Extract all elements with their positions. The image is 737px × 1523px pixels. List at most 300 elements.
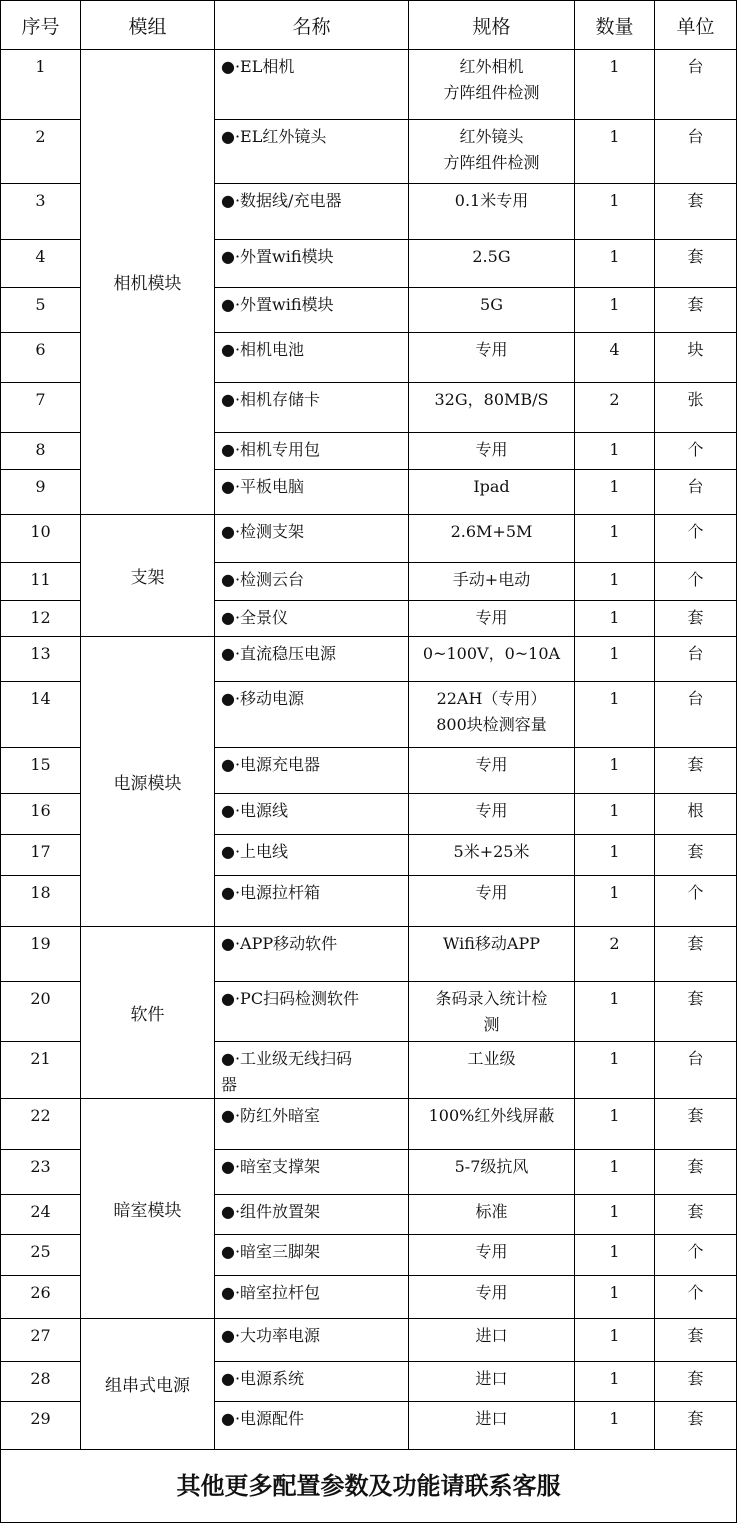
cell-spec — [409, 835, 575, 876]
cell-no — [1, 1362, 81, 1402]
cell-spec-text: 专用 — [475, 1283, 508, 1302]
cell-no-text: 12 — [30, 608, 51, 627]
cell-unit-text: 套 — [687, 755, 704, 774]
cell-name — [215, 563, 409, 601]
cell-unit-text: 套 — [687, 1369, 704, 1388]
cell-qty — [575, 50, 655, 120]
cell-unit — [655, 50, 737, 120]
header-module: 模组 — [81, 1, 215, 50]
cell-unit-text: 台 — [687, 689, 704, 708]
cell-no — [1, 515, 81, 563]
cell-name-text: ●·直流稳压电源 — [221, 644, 337, 663]
cell-module: 电源模块 — [81, 637, 215, 927]
cell-unit-text: 套 — [687, 1106, 704, 1125]
cell-name-text: ●·检测云台 — [221, 570, 305, 589]
cell-no — [1, 240, 81, 288]
header-unit: 单位 — [655, 1, 737, 50]
cell-name-text: ●·组件放置架 — [221, 1202, 321, 1221]
cell-unit — [655, 383, 737, 433]
cell-name-text: ●·大功率电源 — [221, 1326, 321, 1345]
cell-qty-text: 1 — [609, 440, 620, 459]
cell-qty — [575, 1362, 655, 1402]
cell-spec — [409, 470, 575, 515]
cell-name — [215, 1195, 409, 1235]
cell-unit — [655, 1195, 737, 1235]
cell-qty — [575, 333, 655, 383]
cell-unit — [655, 433, 737, 470]
cell-name-text: ●·平板电脑 — [221, 477, 305, 496]
cell-qty — [575, 927, 655, 982]
cell-unit — [655, 601, 737, 637]
cell-name — [215, 601, 409, 637]
cell-unit-text: 套 — [687, 608, 704, 627]
cell-spec-text: 5米+25米 — [453, 842, 530, 861]
cell-no — [1, 184, 81, 240]
cell-unit-text: 套 — [687, 842, 704, 861]
cell-name — [215, 794, 409, 835]
cell-spec-text: 5G — [480, 295, 503, 314]
cell-no-text: 18 — [30, 883, 51, 902]
cell-spec-text: 0~100V，0~10A — [422, 644, 561, 663]
cell-no — [1, 1042, 81, 1099]
cell-no — [1, 333, 81, 383]
cell-no-text: 20 — [30, 989, 51, 1008]
cell-unit — [655, 982, 737, 1042]
cell-qty — [575, 1099, 655, 1150]
cell-qty — [575, 433, 655, 470]
cell-unit-text: 套 — [687, 295, 704, 314]
cell-unit-text: 套 — [687, 1202, 704, 1221]
cell-no — [1, 1402, 81, 1450]
cell-qty — [575, 982, 655, 1042]
cell-no-text: 11 — [30, 570, 51, 589]
cell-spec-text: 22AH（专用） 800块检测容量 — [436, 689, 547, 734]
cell-unit — [655, 1362, 737, 1402]
cell-no-text: 28 — [30, 1369, 51, 1388]
cell-qty — [575, 1235, 655, 1276]
cell-no — [1, 50, 81, 120]
cell-no — [1, 563, 81, 601]
table-row — [1, 637, 737, 682]
cell-unit — [655, 876, 737, 927]
cell-unit-text: 套 — [687, 247, 704, 266]
cell-name-text: ●·PC扫码检测软件 — [221, 989, 360, 1008]
cell-no-text: 5 — [35, 295, 46, 314]
cell-name-text: ●·上电线 — [221, 842, 289, 861]
cell-no — [1, 876, 81, 927]
cell-qty — [575, 682, 655, 748]
cell-spec-text: 2.5G — [472, 247, 511, 266]
cell-qty — [575, 1276, 655, 1319]
cell-unit-text: 套 — [687, 934, 704, 953]
cell-spec-text: 工业级 — [467, 1049, 516, 1068]
cell-qty-text: 1 — [609, 608, 620, 627]
cell-spec-text: 专用 — [475, 608, 508, 627]
cell-qty — [575, 1319, 655, 1362]
cell-qty — [575, 470, 655, 515]
cell-spec-text: 专用 — [475, 883, 508, 902]
cell-spec-text: 进口 — [475, 1369, 508, 1388]
table-row — [1, 1319, 737, 1362]
cell-spec-text: Ipad — [473, 477, 510, 496]
cell-unit-text: 台 — [687, 127, 704, 146]
cell-unit — [655, 1150, 737, 1195]
cell-qty — [575, 794, 655, 835]
cell-no — [1, 1235, 81, 1276]
cell-name — [215, 1099, 409, 1150]
cell-unit-text: 台 — [687, 1049, 704, 1068]
cell-name — [215, 333, 409, 383]
cell-qty — [575, 637, 655, 682]
cell-module: 支架 — [81, 515, 215, 637]
cell-no — [1, 1319, 81, 1362]
cell-no — [1, 637, 81, 682]
cell-no-text: 10 — [30, 522, 51, 541]
cell-no-text: 27 — [30, 1326, 51, 1345]
cell-name-text: ●·相机专用包 — [221, 440, 321, 459]
cell-name-text: ●·外置wifi模块 — [221, 247, 334, 266]
cell-name — [215, 433, 409, 470]
cell-spec-text: Wifi移动APP — [442, 934, 541, 953]
cell-name — [215, 1042, 409, 1099]
header-spec: 规格 — [409, 1, 575, 50]
cell-unit-text: 台 — [687, 477, 704, 496]
cell-spec-text: 专用 — [475, 801, 508, 820]
cell-no — [1, 383, 81, 433]
cell-qty-text: 4 — [609, 340, 620, 359]
cell-no — [1, 1150, 81, 1195]
cell-qty-text: 1 — [609, 477, 620, 496]
cell-qty — [575, 383, 655, 433]
cell-qty-text: 1 — [609, 1242, 620, 1261]
cell-spec — [409, 1099, 575, 1150]
cell-spec — [409, 120, 575, 184]
cell-name — [215, 682, 409, 748]
cell-spec — [409, 1195, 575, 1235]
cell-unit-text: 个 — [687, 1283, 704, 1302]
cell-no-text: 9 — [35, 477, 46, 496]
cell-spec-text: 专用 — [475, 755, 508, 774]
cell-no-text: 8 — [35, 440, 46, 459]
cell-unit — [655, 1276, 737, 1319]
cell-unit — [655, 120, 737, 184]
cell-unit-text: 套 — [687, 1409, 704, 1428]
cell-module: 相机模块 — [81, 50, 215, 515]
cell-no-text: 6 — [35, 340, 46, 359]
cell-qty-text: 1 — [609, 644, 620, 663]
cell-name-text: ●·电源线 — [221, 801, 289, 820]
cell-name-text: ●·电源配件 — [221, 1409, 305, 1428]
cell-module: 软件 — [81, 927, 215, 1099]
cell-no — [1, 1276, 81, 1319]
cell-qty — [575, 515, 655, 563]
cell-unit — [655, 1042, 737, 1099]
cell-name-text: ●·EL相机 — [221, 57, 295, 76]
cell-qty-text: 2 — [609, 390, 620, 409]
cell-unit-text: 台 — [687, 644, 704, 663]
cell-spec — [409, 184, 575, 240]
cell-qty — [575, 288, 655, 333]
cell-spec-text: 100%红外线屏蔽 — [428, 1106, 555, 1125]
cell-spec — [409, 794, 575, 835]
cell-no-text: 25 — [30, 1242, 51, 1261]
cell-no-text: 22 — [30, 1106, 51, 1125]
cell-no — [1, 288, 81, 333]
cell-spec-text: 专用 — [475, 340, 508, 359]
cell-name — [215, 1319, 409, 1362]
cell-unit — [655, 1099, 737, 1150]
cell-qty-text: 1 — [609, 1157, 620, 1176]
cell-name-text: ●·电源拉杆箱 — [221, 883, 321, 902]
cell-qty-text: 1 — [609, 295, 620, 314]
cell-no-text: 1 — [35, 57, 46, 76]
cell-spec — [409, 1362, 575, 1402]
cell-spec — [409, 748, 575, 794]
cell-name — [215, 927, 409, 982]
cell-spec-text: 手动+电动 — [452, 570, 531, 589]
cell-qty — [575, 120, 655, 184]
cell-no-text: 2 — [35, 127, 46, 146]
cell-no — [1, 982, 81, 1042]
cell-no — [1, 835, 81, 876]
cell-unit-text: 个 — [687, 1242, 704, 1261]
cell-name — [215, 515, 409, 563]
cell-unit-text: 套 — [687, 989, 704, 1008]
cell-spec — [409, 1276, 575, 1319]
cell-spec-text: 标准 — [475, 1202, 508, 1221]
cell-no — [1, 601, 81, 637]
cell-name — [215, 1402, 409, 1450]
cell-unit-text: 个 — [687, 440, 704, 459]
cell-qty-text: 1 — [609, 127, 620, 146]
table-row — [1, 927, 737, 982]
cell-qty-text: 1 — [609, 1326, 620, 1345]
cell-spec — [409, 1235, 575, 1276]
cell-no — [1, 470, 81, 515]
cell-name — [215, 1235, 409, 1276]
cell-unit-text: 张 — [687, 390, 704, 409]
cell-unit-text: 个 — [687, 570, 704, 589]
cell-qty — [575, 835, 655, 876]
cell-no-text: 14 — [30, 689, 51, 708]
cell-name — [215, 184, 409, 240]
cell-qty — [575, 240, 655, 288]
cell-name-text: ●·检测支架 — [221, 522, 305, 541]
cell-unit — [655, 240, 737, 288]
cell-no — [1, 1195, 81, 1235]
cell-qty-text: 1 — [609, 883, 620, 902]
cell-unit-text: 个 — [687, 522, 704, 541]
cell-spec-text: 2.6M+5M — [450, 522, 533, 541]
cell-spec — [409, 1042, 575, 1099]
cell-name — [215, 120, 409, 184]
cell-spec — [409, 50, 575, 120]
cell-name-text: ●·暗室三脚架 — [221, 1242, 321, 1261]
cell-unit — [655, 835, 737, 876]
cell-qty-text: 2 — [609, 934, 620, 953]
cell-spec-text: 专用 — [475, 1242, 508, 1261]
cell-unit-text: 块 — [687, 340, 704, 359]
cell-no-text: 4 — [35, 247, 46, 266]
cell-unit — [655, 333, 737, 383]
header-name: 名称 — [215, 1, 409, 50]
cell-no-text: 15 — [30, 755, 51, 774]
cell-qty-text: 1 — [609, 247, 620, 266]
cell-name-text: ●·全景仪 — [221, 608, 289, 627]
cell-name-text: ●·数据线/充电器 — [221, 191, 342, 210]
table-row — [1, 515, 737, 563]
cell-name-text: ●·EL红外镜头 — [221, 127, 327, 146]
cell-no — [1, 1099, 81, 1150]
cell-spec-text: 红外镜头 方阵组件检测 — [443, 127, 540, 172]
cell-no-text: 7 — [35, 390, 46, 409]
cell-spec — [409, 927, 575, 982]
cell-no — [1, 748, 81, 794]
table-row — [1, 1099, 737, 1150]
cell-qty — [575, 748, 655, 794]
cell-qty-text: 1 — [609, 1283, 620, 1302]
cell-name-text: ●·防红外暗室 — [221, 1106, 321, 1125]
cell-name — [215, 1276, 409, 1319]
cell-qty-text: 1 — [609, 1369, 620, 1388]
cell-spec — [409, 1402, 575, 1450]
table-row — [1, 50, 737, 120]
cell-no — [1, 120, 81, 184]
cell-name-text: ●·暗室支撑架 — [221, 1157, 321, 1176]
cell-unit-text: 个 — [687, 883, 704, 902]
cell-unit — [655, 637, 737, 682]
cell-name-text: ●·电源系统 — [221, 1369, 305, 1388]
cell-spec — [409, 515, 575, 563]
cell-spec-text: 进口 — [475, 1409, 508, 1428]
cell-spec — [409, 601, 575, 637]
cell-no-text: 26 — [30, 1283, 51, 1302]
cell-no-text: 21 — [30, 1049, 51, 1068]
cell-no-text: 3 — [35, 191, 46, 210]
cell-name — [215, 748, 409, 794]
cell-spec-text: 5-7级抗风 — [454, 1157, 529, 1176]
cell-spec-text: 32G，80MB/S — [434, 390, 549, 409]
cell-name — [215, 240, 409, 288]
cell-qty-text: 1 — [609, 191, 620, 210]
cell-qty — [575, 563, 655, 601]
cell-spec — [409, 1150, 575, 1195]
cell-module: 组串式电源 — [81, 1319, 215, 1450]
cell-spec — [409, 982, 575, 1042]
cell-qty-text: 1 — [609, 1202, 620, 1221]
footer-row — [1, 1450, 737, 1523]
cell-qty-text: 1 — [609, 1106, 620, 1125]
cell-qty-text: 1 — [609, 842, 620, 861]
cell-unit — [655, 1402, 737, 1450]
cell-qty-text: 1 — [609, 755, 620, 774]
cell-unit — [655, 563, 737, 601]
cell-no-text: 17 — [30, 842, 51, 861]
cell-name-text: ●·暗室拉杆包 — [221, 1283, 321, 1302]
cell-unit — [655, 288, 737, 333]
cell-no-text: 13 — [30, 644, 51, 663]
cell-spec-text: 专用 — [475, 440, 508, 459]
cell-unit — [655, 748, 737, 794]
header-qty: 数量 — [575, 1, 655, 50]
cell-qty — [575, 1402, 655, 1450]
cell-unit — [655, 1319, 737, 1362]
cell-qty-text: 1 — [609, 1049, 620, 1068]
cell-qty-text: 1 — [609, 801, 620, 820]
cell-unit — [655, 927, 737, 982]
cell-name — [215, 470, 409, 515]
cell-spec — [409, 383, 575, 433]
header-row — [1, 1, 737, 50]
cell-spec — [409, 433, 575, 470]
cell-unit-text: 台 — [687, 57, 704, 76]
cell-qty-text: 1 — [609, 989, 620, 1008]
cell-no-text: 16 — [30, 801, 51, 820]
cell-unit-text: 套 — [687, 1157, 704, 1176]
cell-name-text: ●·外置wifi模块 — [221, 295, 334, 314]
footer-note: 其他更多配置参数及功能请联系客服 — [1, 1450, 737, 1523]
cell-name — [215, 835, 409, 876]
cell-unit — [655, 1235, 737, 1276]
cell-unit-text: 套 — [687, 1326, 704, 1345]
cell-spec — [409, 333, 575, 383]
cell-qty-text: 1 — [609, 689, 620, 708]
cell-name — [215, 50, 409, 120]
cell-unit — [655, 682, 737, 748]
cell-no-text: 24 — [30, 1202, 51, 1221]
cell-spec-text: 进口 — [475, 1326, 508, 1345]
cell-name-text: ●·电源充电器 — [221, 755, 321, 774]
cell-spec — [409, 563, 575, 601]
cell-qty — [575, 184, 655, 240]
cell-spec — [409, 288, 575, 333]
cell-qty-text: 1 — [609, 1409, 620, 1428]
cell-unit — [655, 794, 737, 835]
cell-no — [1, 794, 81, 835]
cell-spec-text: 条码录入统计检 测 — [435, 989, 548, 1034]
cell-name — [215, 982, 409, 1042]
header-no: 序号 — [1, 1, 81, 50]
cell-no-text: 19 — [30, 934, 51, 953]
cell-spec — [409, 682, 575, 748]
cell-name-text: ●·APP移动软件 — [221, 934, 338, 953]
cell-unit — [655, 470, 737, 515]
cell-spec — [409, 876, 575, 927]
cell-qty — [575, 876, 655, 927]
cell-no — [1, 433, 81, 470]
cell-spec-text: 0.1米专用 — [454, 191, 529, 210]
cell-qty-text: 1 — [609, 570, 620, 589]
cell-qty — [575, 1195, 655, 1235]
cell-spec — [409, 240, 575, 288]
cell-spec — [409, 637, 575, 682]
cell-unit — [655, 515, 737, 563]
cell-name — [215, 876, 409, 927]
cell-qty-text: 1 — [609, 57, 620, 76]
cell-name — [215, 288, 409, 333]
cell-name-text: ●·工业级无线扫码 器 — [221, 1049, 353, 1094]
cell-module: 暗室模块 — [81, 1099, 215, 1319]
cell-qty — [575, 601, 655, 637]
cell-name-text: ●·移动电源 — [221, 689, 305, 708]
cell-name — [215, 1150, 409, 1195]
cell-no-text: 23 — [30, 1157, 51, 1176]
cell-no — [1, 682, 81, 748]
cell-spec — [409, 1319, 575, 1362]
cell-unit — [655, 184, 737, 240]
cell-name — [215, 637, 409, 682]
cell-name — [215, 1362, 409, 1402]
